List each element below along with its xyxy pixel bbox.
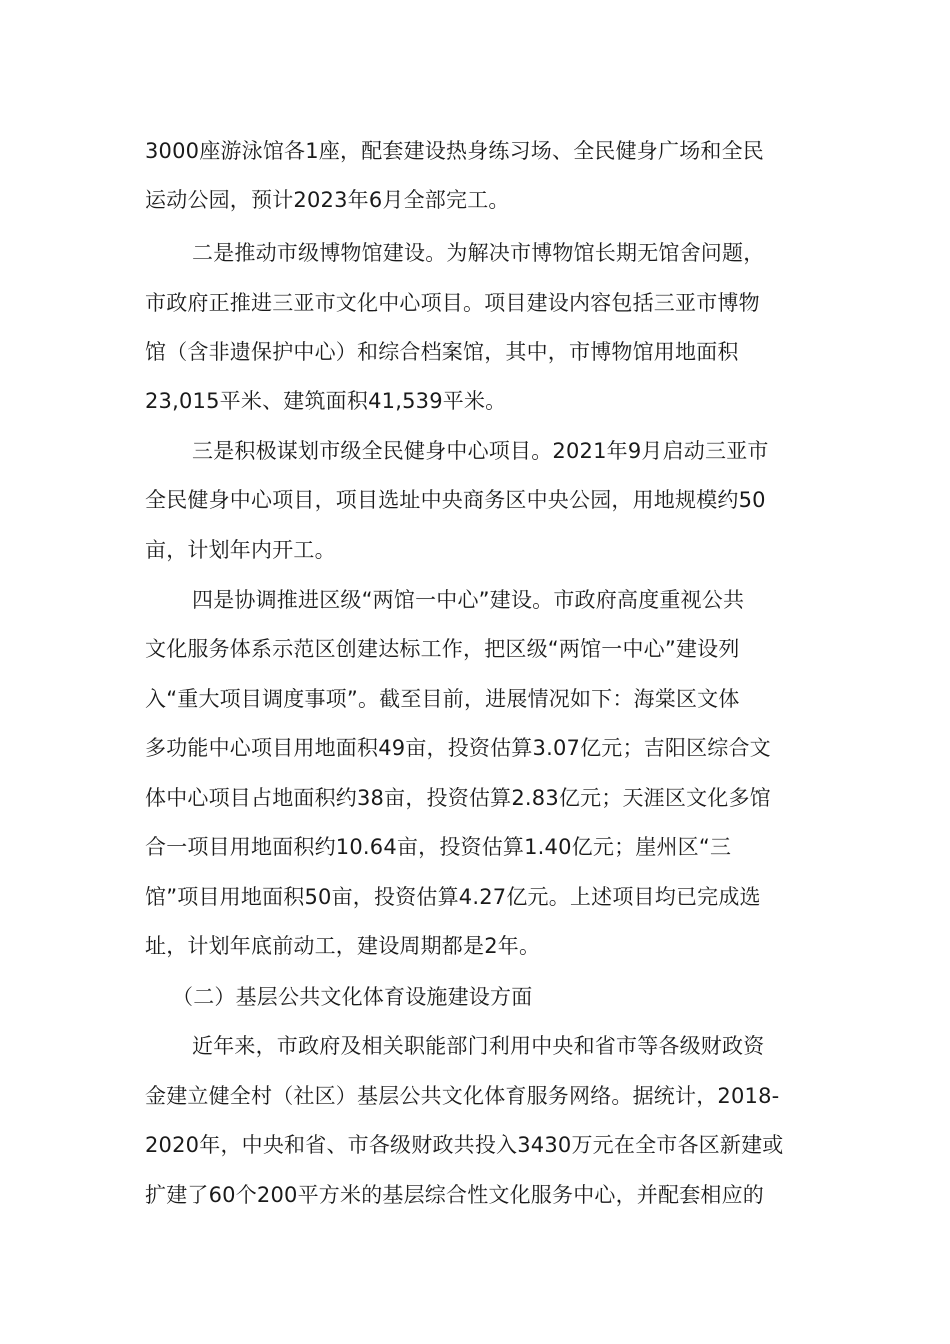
text-line: 3000座游泳馆各1座，配套建设热身练习场、全民健身广场和全民 xyxy=(145,139,765,163)
paragraph-first-line: 三是积极谋划市级全民健身中心项目。2021年9月启动三亚市 xyxy=(192,439,769,463)
section-heading: （二）基层公共文化体育设施建设方面 xyxy=(172,985,533,1009)
text-line: 址，计划年底前动工，建设周期都是2年。 xyxy=(145,934,541,958)
paragraph-first-line: 二是推动市级博物馆建设。为解决市博物馆长期无馆舍问题， xyxy=(192,241,765,265)
text-line: 文化服务体系示范区创建达标工作，把区级“两馆一中心”建设列 xyxy=(145,637,740,661)
text-line: 入“重大项目调度事项”。截至目前，进展情况如下：海棠区文体 xyxy=(145,687,740,711)
text-line: 运动公园，预计2023年6月全部完工。 xyxy=(145,188,510,212)
text-line: 全民健身中心项目，项目选址中央商务区中央公园，用地规模约50 xyxy=(145,488,766,512)
text-line: 市政府正推进三亚市文化中心项目。项目建设内容包括三亚市博物 xyxy=(145,291,760,315)
text-line: 体中心项目占地面积约38亩，投资估算2.83亿元；天涯区文化多馆 xyxy=(145,786,771,810)
text-line: 2020年，中央和省、市各级财政共投入3430万元在全市各区新建或 xyxy=(145,1133,784,1157)
text-line: 金建立健全村（社区）基层公共文化体育服务网络。据统计，2018- xyxy=(145,1084,780,1108)
text-line: 23,015平米、建筑面积41,539平米。 xyxy=(145,389,507,413)
paragraph-first-line: 近年来，市政府及相关职能部门利用中央和省市等各级财政资 xyxy=(192,1034,765,1058)
text-line: 馆”项目用地面积50亩，投资估算4.27亿元。上述项目均已完成选 xyxy=(145,885,761,909)
text-line: 扩建了60个200平方米的基层综合性文化服务中心，并配套相应的 xyxy=(145,1183,765,1207)
text-line: 合一项目用地面积约10.64亩，投资估算1.40亿元；崖州区“三 xyxy=(145,835,732,859)
text-line: 亩，计划年内开工。 xyxy=(145,538,336,562)
paragraph-first-line: 四是协调推进区级“两馆一中心”建设。市政府高度重视公共 xyxy=(192,588,745,612)
text-line: 馆（含非遗保护中心）和综合档案馆，其中，市博物馆用地面积 xyxy=(145,340,739,364)
text-line: 多功能中心项目用地面积49亩，投资估算3.07亿元；吉阳区综合文 xyxy=(145,736,771,760)
